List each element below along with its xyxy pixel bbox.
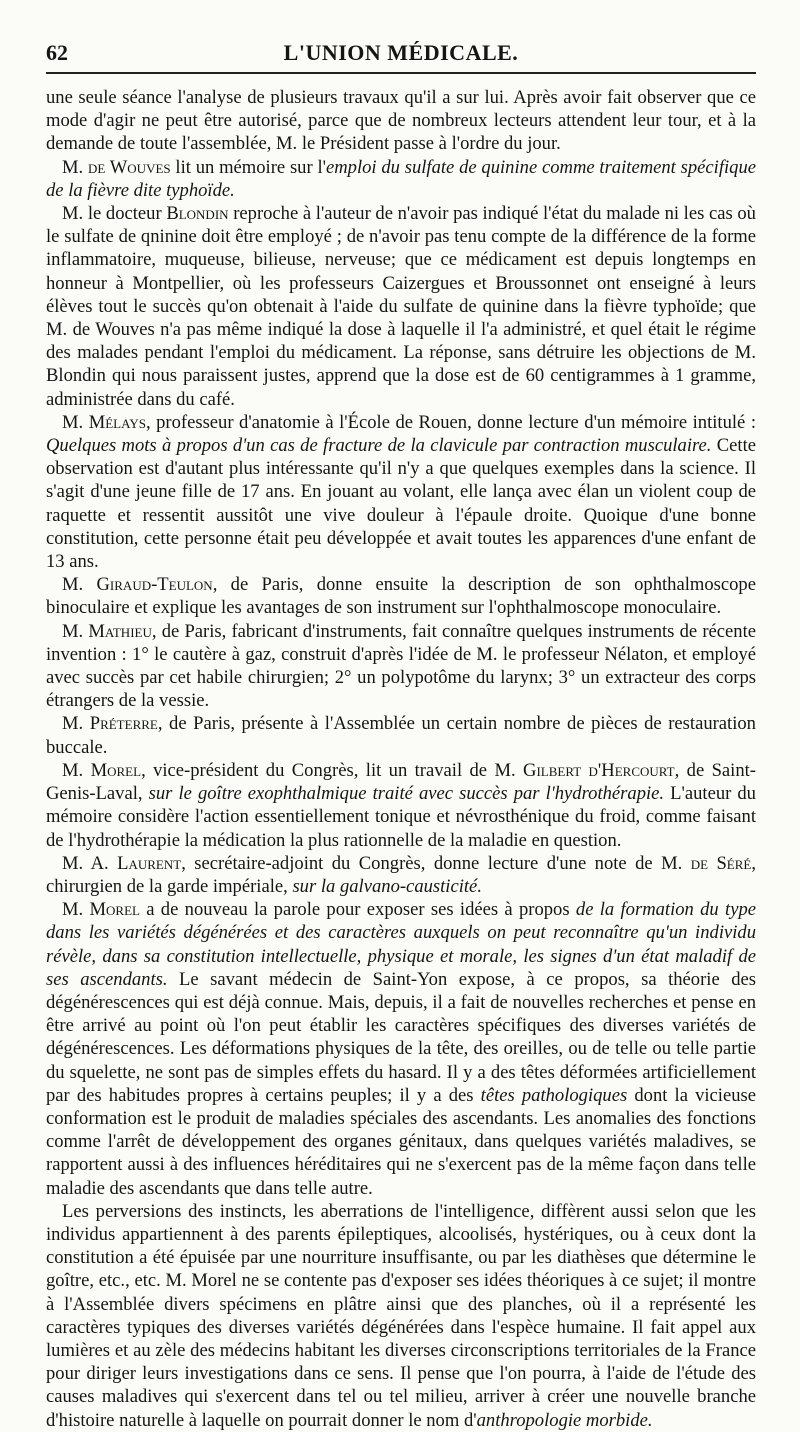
paragraph: [46, 202, 756, 411]
italic-title: sur la galvano-causticité.: [292, 875, 482, 897]
person-name: Mélays: [88, 411, 146, 433]
paragraph: [46, 86, 756, 156]
text-run: lit un mémoire sur l': [170, 156, 326, 178]
person-name: Préterre: [89, 713, 158, 735]
text-run: dont la vicieuse conformation est le produit de maladies spéciales des ascendants. Les anomalies des fonctions comme l'arrêt de développement des organes génitaux, dans quelques variétés maladives, se rapportent aussi à des influences héréditaires qui ne s'exercent pas de la même façon dans telle maladie des ascendants que dans telle autre.: [46, 1084, 756, 1199]
paragraph: [46, 411, 756, 573]
italic-title: emploi du sulfate de quinine comme traitement spécifique de la fièvre dite typhoïde.: [46, 156, 756, 201]
text-run: M. A.: [62, 852, 118, 874]
text-run: , chirurgien de la garde impériale,: [46, 852, 757, 897]
text-run: M.: [62, 759, 91, 781]
page-number: 62: [46, 40, 68, 65]
text-run: Les perversions des instincts, les aberrations de l'intelligence, diffèrent aussi selon que les individus appartiennent à des parents épileptiques, alcoolisés, hystériques, ou à ceux dont la constitution a été épuisée par une nourriture insuffisante, ou par les diathèses que détermine le goître, etc., etc. M. Morel ne se contente pas d'exposer ses idées théoriques à ce sujet; il montre à l'Assemblée divers spécimens en plâtre ainsi que des planches, où il a représenté les caractères typiques des diverses variétés dégénérées dans l'espèce humaine. Il fait appel aux lumières et au zèle des médecins habitant les diverses circonscriptions territoriales de la France pour diriger leurs investigations dans ce sens. Il pense que l'on pourra, à l'aide de l'étude des causes maladives qui s'exercent dans tel ou tel milieu, arriver à créer une nouvelle branche d'histoire naturelle à laquelle on pourrait donner le nom d': [46, 1200, 756, 1431]
header-rule: [46, 72, 756, 74]
text-run: , vice-président du Congrès, lit un travail de M.: [141, 759, 524, 781]
paragraph: [46, 852, 756, 898]
person-name: Giraud-Teulon: [96, 574, 213, 596]
text-run: M. le docteur: [62, 203, 167, 225]
paragraph: [46, 712, 756, 758]
person-name: Gilbert d'Hercourt: [523, 759, 675, 781]
paragraph: [46, 759, 756, 852]
text-run: M.: [62, 899, 90, 921]
italic-title: de la formation du type dans les variétés dégénérées et des caractères auxquels on peut reconnaître qu'un individu révèle, dans sa constitution intellectuelle, physique et morale, les signes d'un état maladif de ses ascendants.: [46, 899, 756, 990]
body-text: [46, 86, 756, 1432]
text-run: , secrétaire-adjoint du Congrès, donne lecture d'une note de M.: [181, 852, 691, 874]
person-name: Blondin: [166, 203, 229, 225]
text-run: Le savant médecin de Saint-Yon expose, à ce propos, sa théorie des dégénérescences qui est déjà connue. Mais, depuis, il a fait de nouvelles recherches et pense en être arrivé au point où l'on peut établir les caractères spécifiques des diverses variétés de dégénérescences. Les déformations physiques de la tête, des oreilles, ou de telle ou telle partie du squelette, ne sont pas de simples effets du hasard. Il y a des têtes déformées artificiellement par des habitudes propres à certains peuples; il y a des: [46, 968, 756, 1106]
person-name: Mathieu: [88, 620, 152, 642]
text-run: une seule séance l'analyse de plusieurs travaux qu'il a sur lui. Après avoir fait observer que ce mode d'agir ne peut être autorisé, parce que de nombreux lecteurs attendent leur tour, et à la demande de toute l'assemblée, M. le Président passe à l'ordre du jour.: [46, 87, 756, 155]
text-run: M.: [62, 411, 89, 433]
text-run: , professeur d'anatomie à l'École de Rouen, donne lecture d'un mémoire intitulé :: [145, 411, 756, 433]
italic-title: Quelques mots à propos d'un cas de fracture de la clavicule par contraction musculaire.: [46, 435, 712, 457]
paragraph: [46, 156, 756, 202]
text-run: , de Paris, présente à l'Assemblée un certain nombre de pièces de restauration buccale.: [46, 713, 756, 758]
person-name: Morel: [89, 899, 140, 921]
text-run: M.: [62, 713, 90, 735]
text-run: reproche à l'auteur de n'avoir pas indiqué l'état du malade ni les cas où le sulfate de qninine doit être employé ; de n'avoir pas tenu compte de la différence de la forme inflammatoire, muqueuse, bilieuse, nerveuse; que ce médicament est depuis longtemps en honneur à Montpellier, où les professeurs Caizergues et Broussonnet ont enseigné à leurs élèves tout le succès qu'on obtenait à l'aide du sulfate de quinine dans la fièvre typhoïde; que M. de Wouves n'a pas même indiqué la dose à laquelle il l'a administré, et quel était le régime des malades pendant l'emploi du médicament. La réponse, sans détruire les objections de M. Blondin qui nous paraissent justes, apprend que la dose est de 60 centigrammes à 1 gramme, administrée dans du café.: [46, 203, 756, 410]
paragraph: [46, 620, 756, 713]
page-header: [46, 40, 756, 70]
text-run: , de Saint-Genis-Laval,: [46, 759, 756, 805]
paragraph: [46, 573, 756, 619]
paragraph: [46, 1200, 756, 1432]
italic-title: têtes pathologiques: [480, 1084, 628, 1106]
text-run: , de Paris, donne ensuite la description de son ophthalmoscope binoculaire et explique les avantages de son instrument sur l'ophthalmoscope monoculaire.: [46, 574, 756, 619]
text-run: L'auteur du mémoire considère l'action essentiellement tonique et névrosthénique du froid, comme faisant de l'hydrothérapie la médication la plus rationnelle de la maladie en question.: [46, 783, 756, 851]
italic-title: anthropologie morbide.: [476, 1409, 653, 1431]
person-name: Morel: [90, 759, 142, 781]
text-run: M.: [62, 620, 89, 642]
text-run: a de nouveau la parole pour exposer ses idées à propos: [139, 899, 576, 921]
text-run: Cette observation est d'autant plus intéressante qu'il n'y a que quelques exemples dans la science. Il s'agit d'une jeune fille de 17 ans. En jouant au volant, elle lança avec élan un violent coup de raquette et ressentit aussitôt une vive douleur à l'épaule droite. Quoique d'une bonne constitution, cette personne était peu développée et avait toutes les apparences d'une enfant de 13 ans.: [46, 435, 757, 573]
text-run: M.: [62, 574, 97, 596]
running-title: L'UNION MÉDICALE.: [283, 40, 519, 65]
person-name: de Séré: [690, 852, 752, 874]
text-run: M.: [62, 156, 88, 178]
italic-title: sur le goître exophthalmique traité avec succès par l'hydrothérapie.: [148, 783, 665, 805]
person-name: de Wouves: [87, 156, 171, 178]
person-name: Laurent: [117, 852, 182, 874]
paragraph: [46, 898, 756, 1200]
text-run: , de Paris, fabricant d'instruments, fait connaître quelques instruments de récente invention : 1° le cautère à gaz, construit d'après l'idée de M. le professeur Nélaton, et employé avec succès par cet habile chirurgien; 2° un polypotôme du larynx; 3° un extracteur des corps étrangers de la vessie.: [46, 620, 756, 712]
